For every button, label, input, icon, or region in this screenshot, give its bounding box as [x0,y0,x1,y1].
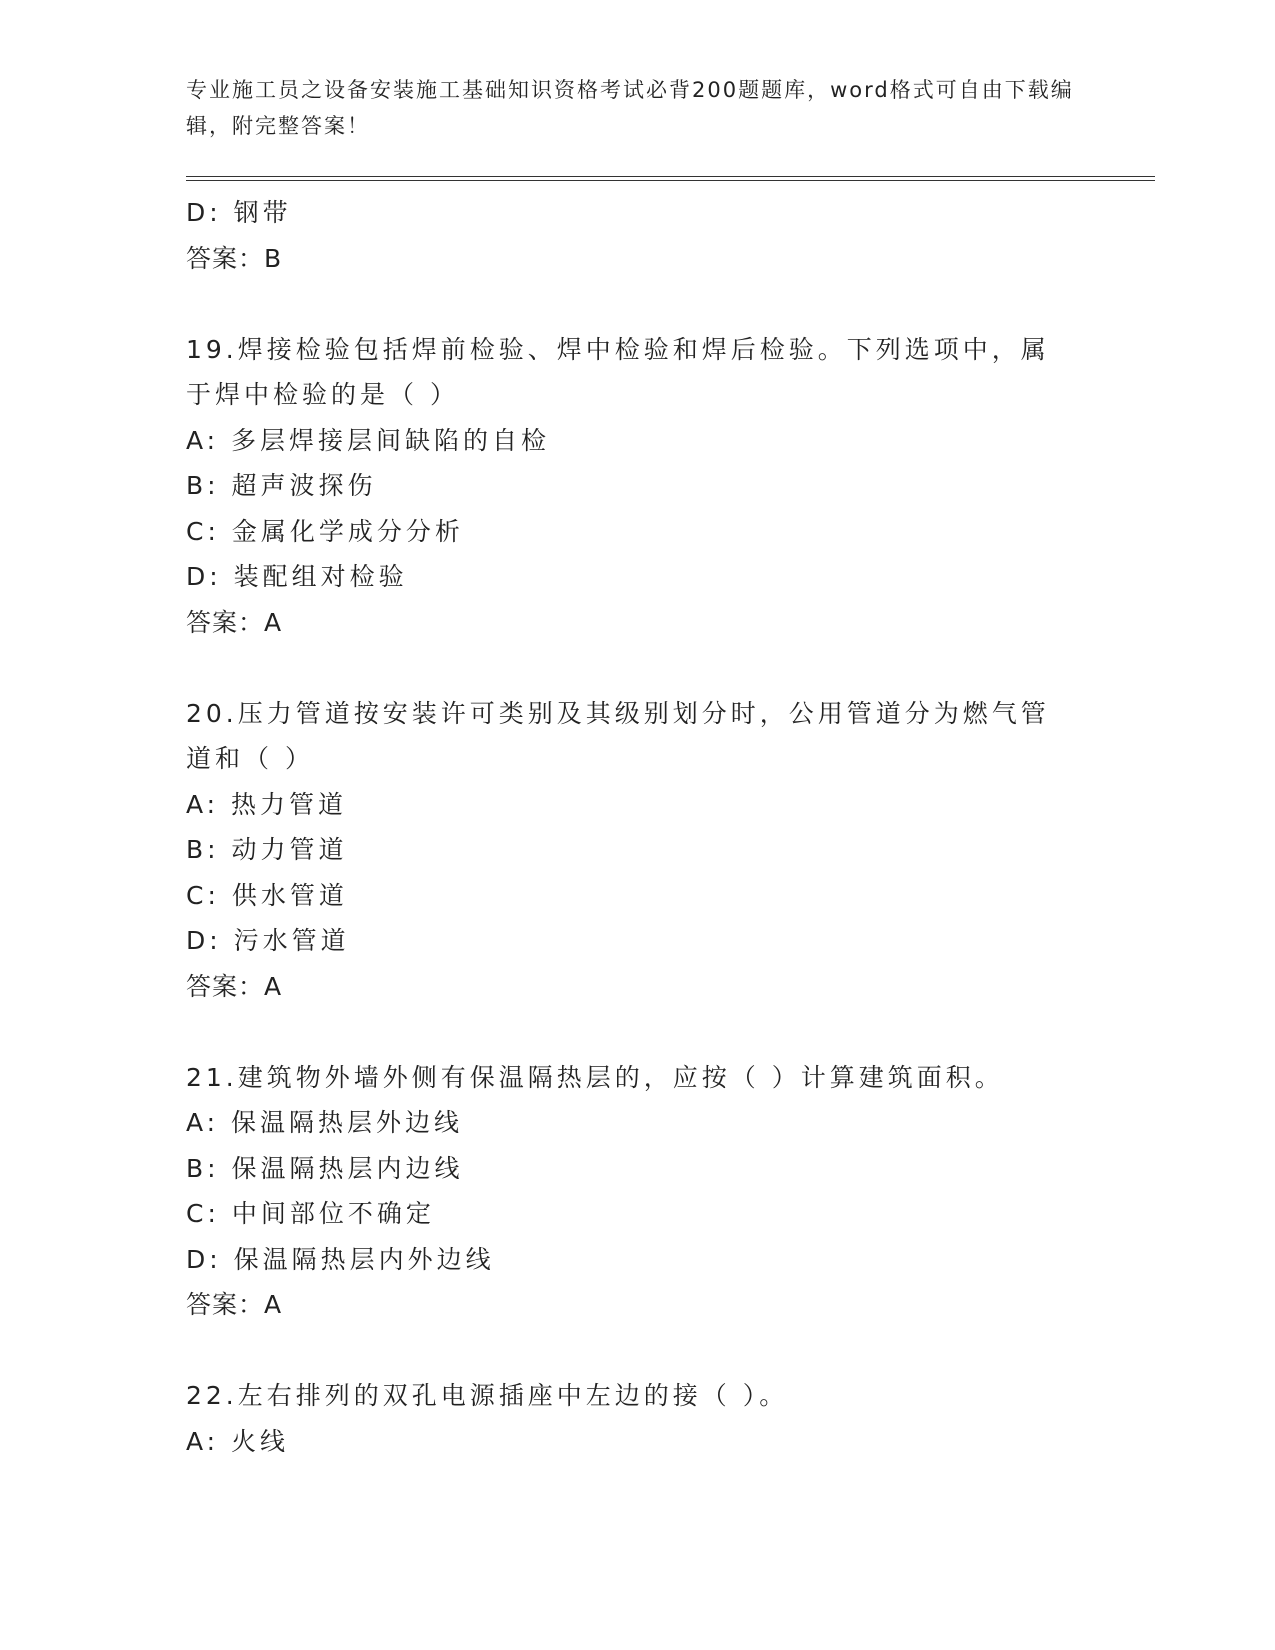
option-b: B: 超声波探伤 [186,471,377,500]
option-d: D: 污水管道 [186,926,350,955]
option-c: C: 中间部位不确定 [186,1199,435,1228]
option-c: C: 金属化学成分分析 [186,516,464,546]
answer: 答案：A [186,971,283,1001]
question-20 [186,691,1086,1010]
question-stem: 19.焊接检验包括焊前检验、焊中检验和焊后检验。下列选项中，属于焊中检验的是（ ） [186,334,1050,409]
option-d: D: 装配组对检验 [186,562,408,591]
question-21 [186,1055,1086,1328]
option-d: D: 保温隔热层内外边线 [186,1244,495,1274]
prev-option-d: D: 钢带 [186,198,292,227]
prev-answer: 答案：B [186,243,283,273]
question-content [186,190,1086,1464]
question-stem: 21.建筑物外墙外侧有保温隔热层的，应按（ ）计算建筑面积。 [186,1062,1004,1092]
option-c: C: 供水管道 [186,880,348,910]
question-stem: 20.压力管道按安装许可类别及其级别划分时，公用管道分为燃气管道和（ ） [186,698,1050,773]
answer: 答案：A [186,607,283,637]
question-22 [186,1373,1086,1464]
option-a: A: 多层焊接层间缺陷的自检 [186,425,551,455]
answer: 答案：A [186,1290,283,1319]
question-stem: 22.左右排列的双孔电源插座中左边的接（ ）。 [186,1381,789,1410]
option-b: B: 保温隔热层内边线 [186,1153,464,1183]
option-a: A: 火线 [186,1426,290,1456]
option-b: B: 动力管道 [186,835,348,864]
option-a: A: 热力管道 [186,789,348,819]
question-19 [186,327,1086,646]
option-a: A: 保温隔热层外边线 [186,1108,464,1137]
header-divider [186,176,1155,181]
document-header-title: 专业施工员之设备安装施工基础知识资格考试必背200题题库，word格式可自由下载编辑，附完整答案！ [186,78,1074,138]
